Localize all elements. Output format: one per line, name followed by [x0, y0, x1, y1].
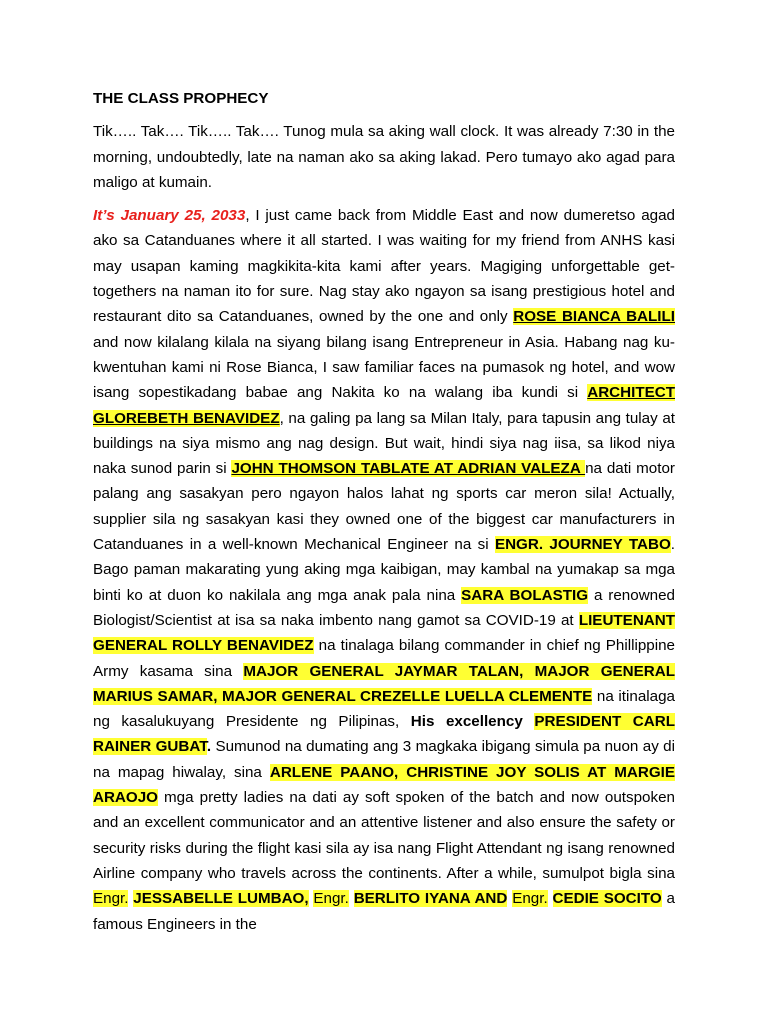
document-page [93, 86, 675, 945]
body-text: , na galing pa lang sa Milan Italy, para tapusin ang tulay at buildings na siya mismo ang nag design. But wait, hindi siya nag iisa, sa likod niya naka sunod parin si [93, 409, 675, 478]
body-text: na tinalaga bilang commander in chief ng Phillippine Army kasama sina [93, 637, 675, 680]
body-text: mga pretty ladies na dati ay soft spoken of the batch and now outspoken and an excellent communicator and an attentive listener and also ensure the safety or security risks during the flight kasi sila ay isa nang Flight Attendant ng isang renowned Airline company who travels across the continents. After a while, sumulpot bigla sina [93, 789, 675, 882]
engr-prefix: Engr. [93, 890, 129, 908]
engr-prefix: Engr. [313, 890, 349, 908]
body-text: na itinalaga ng kasalukuyang Presidente ng Pilipinas, [93, 687, 675, 731]
name-highlight: SARA BOLASTIG [461, 586, 589, 604]
body-text: and now kilalang kilala na siyang bilang isang Entrepreneur in Asia. Habang nag ku-kwentuhan kami ni Rose Bianca, I saw familiar faces na pumasok ng hotel, and wow isang sopestikadang babae ang Nakita ko na walang iba kundi si [93, 333, 675, 402]
name-highlight: BERLITO IYANA AND [353, 890, 508, 908]
paragraph-intro: Tik….. Tak…. Tik….. Tak…. Tunog mula sa aking wall clock. It was already 7:30 in the morning, undoubtedly, late na naman ako sa aking lakad. Pero tumayo ako agad para maligo at kumain. [93, 123, 675, 191]
name-highlight: ARCHITECT GLOREBETH BENAVIDEZ [93, 384, 675, 427]
name-highlight: JOHN THOMSON TABLATE AT ADRIAN VALEZA [231, 460, 586, 478]
name-highlight: ENGR. JOURNEY TABO [494, 536, 671, 554]
body-text: Sumunod na dumating ang 3 magkaka ibigang simula pa nuon ay di na mapag hiwalay, sina [93, 738, 676, 781]
paragraph-main: It’s January 25, 2033, I just came back from Middle East and now dumeretso agad ako sa Catanduanes where it all started. I was waiting for my friend from ANHS kasi may usapan kaming magkikita-kita kami after years. Magiging unforgettable get-togethers na naman ito for sure. Nag stay ako ngayon sa isang prestigious hotel and restaurant dito sa Catanduanes, owned by the one and only ROSE BIANCA BALILI and now kilalang kilala na siyang bilang isang Entrepreneur in Asia. Habang nag ku-kwentuhan kami ni Rose Bianca, I saw familiar faces na pumasok ng hotel, and wow isang sopestikadang babae ang Nakita ko na walang iba kundi si ARCHITECT GLOREBETH BENAVIDEZ, na galing pa lang sa Milan Italy, para tapusin ang tulay at buildings na siya mismo ang nag design. But wait, hindi siya nag iisa, sa likod niya naka sunod parin si JOHN THOMSON TABLATE AT ADRIAN VALEZA na dati motor palang ang sasakyan pero ngayon halos lahat ng sports car meron sila! Actually, supplier sila ng sasakyan kasi they owned one of the biggest car manufacturers in Catanduanes in a well-known Mechanical Engineer na si ENGR. JOURNEY TABO. Bago paman makarating yung aking mga kaibigan, may kambal na yumakap sa mga binti ko at duon ko nakilala ang mga anak pala nina SARA BOLASTIG a renowned Biologist/Scientist at isa sa naka imbento nang gamot sa COVID-19 at LIEUTENANT GENERAL ROLLY BENAVIDEZ na tinalaga bilang commander in chief ng Phillippine Army kasama sina MAJOR GENERAL JAYMAR TALAN, MAJOR GENERAL MARIUS SAMAR, MAJOR GENERAL CREZELLE LUELLA CLEMENTE na itinalaga ng kasalukuyang Presidente ng Pilipinas, His excellency PRESIDENT CARL RAINER GUBAT. Sumunod na dumating ang 3 magkaka ibigang simula pa nuon ay di na mapag hiwalay, sina ARLENE PAANO, CHRISTINE JOY SOLIS AT MARGIE ARAOJO mga pretty ladies na dati ay soft spoken of the batch and now outspoken and an excellent communicator and an attentive listener and also ensure the safety or security risks during the flight kasi sila ay isa nang Flight Attendant ng isang renowned Airline company who travels across the continents. After a while, sumulpot bigla sina Engr. JESSABELLE LUMBAO, Engr. BERLITO IYANA AND Engr. CEDIE SOCITO a famous Engineers in the [93, 207, 676, 933]
body-text: . Bago paman makarating yung aking mga kaibigan, may kambal na yumakap sa mga binti ko at duon ko nakilala ang mga anak pala nina [93, 536, 675, 604]
body-text: na dati motor palang ang sasakyan pero ngayon halos lahat ng sports car meron sila! Actually, supplier sila ng sasakyan kasi they owned one of the biggest car manufacturers in Catanduanes in a well-known Mechanical Engineer na si [93, 460, 675, 554]
document-title: THE CLASS PROPHECY [93, 90, 269, 107]
body-text: , I just came back from Middle East and now dumeretso agad ako sa Catanduanes where it all started. I was waiting for my friend from ANHS kasi may usapan kaming magkikita-kita kami after years. Magiging unforgettable get-togethers na naman ito for sure. Nag stay ako ngayon sa isang prestigious hotel and restaurant dito sa Catanduanes, owned by the one and only [93, 207, 675, 326]
body-text: a famous Engineers in the [93, 890, 675, 933]
date-text: It’s January 25, 2033 [93, 207, 246, 225]
name-highlight: ROSE BIANCA BALILI [513, 308, 675, 326]
name-highlight: MAJOR GENERAL JAYMAR TALAN, MAJOR GENERAL MARIUS SAMAR, MAJOR GENERAL CREZELLE LUELLA CLEMENTE [93, 662, 675, 705]
engr-prefix: Engr. [512, 890, 548, 908]
body-text: a renowned Biologist/Scientist at isa sa naka imbento nang gamot sa COVID-19 at [93, 586, 676, 629]
name-highlight: PRESIDENT CARL RAINER GUBAT [93, 713, 675, 756]
name-highlight: ARLENE PAANO, CHRISTINE JOY SOLIS AT MARGIE ARAOJO [93, 763, 675, 807]
honorific-text: His excellency [410, 713, 523, 731]
name-highlight: JESSABELLE LUMBAO, [133, 890, 309, 908]
name-highlight: LIEUTENANT GENERAL ROLLY BENAVIDEZ [93, 611, 675, 655]
name-highlight: CEDIE SOCITO [552, 890, 662, 908]
